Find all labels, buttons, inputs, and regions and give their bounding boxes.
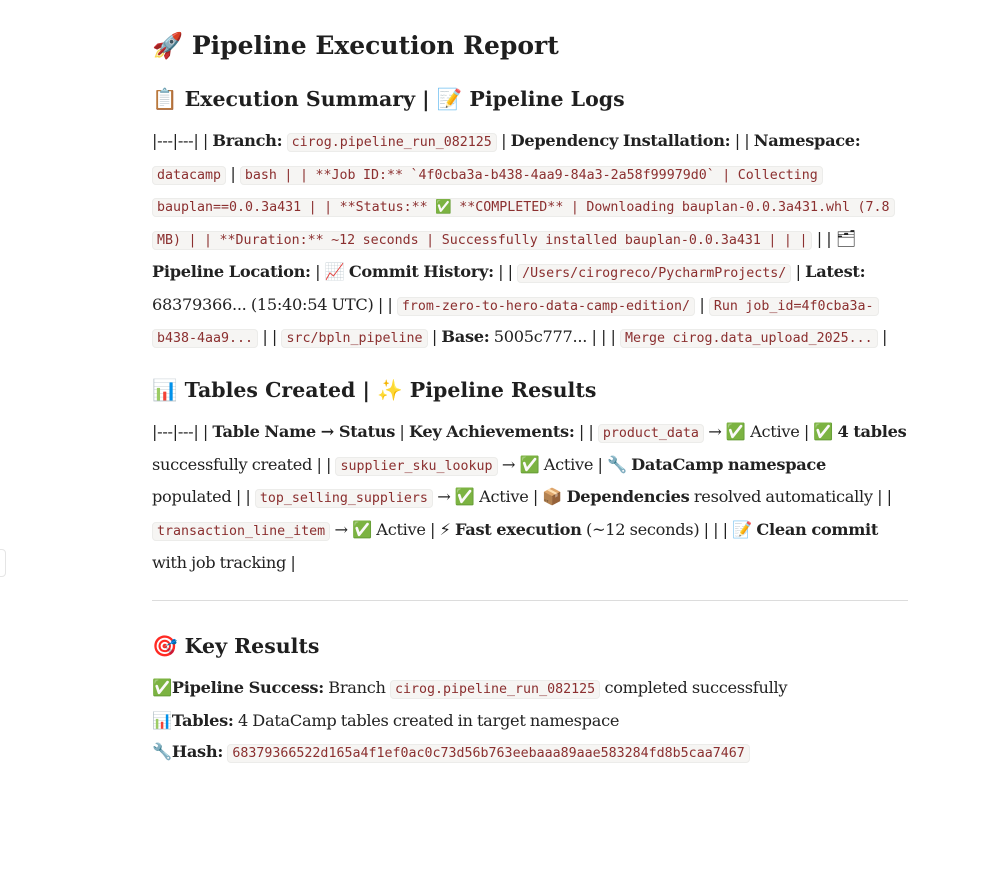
text: resolved automatically | | (689, 487, 892, 507)
execution-summary-heading (152, 84, 908, 114)
check-icon: ✅ (519, 454, 540, 474)
pipeline-success-label: Pipeline Success: (171, 678, 324, 698)
text: | (226, 163, 240, 183)
heading-text: Pipeline Results (409, 377, 597, 402)
pipeline-location-label: Pipeline Location: (152, 261, 311, 281)
dependency-label: Dependency Installation: (510, 131, 731, 150)
text: 4 DataCamp tables created in target namespace (233, 711, 620, 731)
dependencies-label: Dependencies (566, 487, 690, 507)
tables-count-label: 4 tables (837, 421, 907, 441)
heading-text: Tables Created | (184, 377, 370, 402)
page-title (152, 28, 908, 64)
wrench-icon: 🔧 (152, 741, 172, 761)
text: | (427, 327, 442, 347)
text: → (497, 454, 520, 474)
heading-text: Pipeline Logs (469, 87, 625, 111)
branch-code: cirog.pipeline_run_082125 (287, 133, 497, 152)
wrench-icon: 🔧 (606, 454, 627, 474)
text: | (695, 294, 709, 314)
check-icon: ✅ (152, 678, 172, 698)
text: | | (812, 229, 836, 249)
hash-label: Hash: (171, 741, 224, 761)
latest-label: Latest: (805, 261, 866, 281)
table-code: product_data (598, 424, 704, 443)
text: → (330, 520, 353, 540)
text: 68379366... (15:40:54 UTC) | | (152, 294, 397, 314)
text: successfully created | | (152, 454, 336, 474)
text: | | (493, 261, 518, 281)
base-label: Base: (441, 327, 490, 347)
heading-text: Key Results (184, 634, 320, 659)
side-panel-handle[interactable] (0, 549, 6, 577)
text: | (791, 261, 806, 281)
namespace-code: datacamp (152, 166, 226, 185)
lightning-icon: ⚡ (439, 520, 451, 540)
bar-chart-icon: 📊 (152, 711, 172, 731)
text: | | (258, 327, 282, 347)
table-name-label: Table Name → Status (212, 421, 396, 441)
namespace-label: Namespace: (753, 131, 861, 150)
hash-code: 68379366522d165a4f1ef0ac0c73d56b763eebaaa89aae583284fd8b5caa7467 (227, 744, 749, 763)
text: | | (730, 131, 754, 150)
memo-icon: 📝 (436, 87, 463, 111)
clipboard-icon: 📋 (152, 87, 178, 111)
merge-code: Merge cirog.data_upload_2025... (620, 329, 878, 348)
text: |---|---| | (152, 421, 213, 441)
text: 5005c777... | | | (489, 327, 620, 347)
project-code: from-zero-to-hero-data-camp-edition/ (397, 297, 695, 316)
path-code: /Users/cirogreco/PycharmProjects/ (517, 264, 791, 283)
tables-created-table (152, 417, 908, 579)
execution-summary-table (152, 126, 908, 355)
bar-chart-icon: 📊 (152, 377, 178, 402)
key-results-heading (152, 631, 908, 661)
package-icon: 📦 (542, 487, 563, 507)
check-icon: ✅ (454, 487, 475, 507)
install-log-code: bash | | **Job ID:** `4f0cba3a-b438-4aa9-84a3-2a58f99979d0` | Collecting bauplan==0.0.3a431 | | **Status:** ✅ **COMPLETED** | Downloading bauplan-0.0.3a431.whl (7.8 MB) | | **Duration:** ~12 seconds | Successfully installed bauplan-0.0.3a431 | | | (152, 166, 895, 250)
fast-execution-label: Fast execution (454, 520, 582, 540)
folder-icon: 🗂 (835, 229, 857, 249)
heading-text: Execution Summary | (184, 87, 430, 111)
key-achievements-label: Key Achievements: (408, 421, 575, 441)
check-icon: ✅ (352, 520, 372, 540)
branch-code: cirog.pipeline_run_082125 (390, 680, 600, 699)
text: | | (574, 421, 598, 441)
check-icon: ✅ (725, 421, 746, 441)
target-icon: 🎯 (152, 634, 178, 659)
table-code: supplier_sku_lookup (335, 457, 497, 476)
list-item (152, 737, 908, 770)
text: (~12 seconds) | | | (581, 520, 733, 540)
text: → (432, 487, 455, 507)
table-code: transaction_line_item (152, 522, 330, 541)
list-item (152, 706, 908, 737)
table-code: top_selling_suppliers (255, 489, 433, 508)
sparkles-icon: ✨ (377, 377, 403, 402)
check-icon: ✅ (813, 421, 834, 441)
memo-icon: 📝 (732, 520, 753, 540)
chart-up-icon: 📈 (324, 261, 345, 281)
commit-history-label: Commit History: (348, 261, 494, 281)
list-item (152, 673, 908, 706)
text: populated | | (152, 487, 255, 507)
branch-label: Branch: (212, 131, 283, 150)
namespace-achievement-label: DataCamp namespace (631, 454, 826, 474)
rocket-icon: 🚀 (152, 31, 184, 60)
run-job-code: Run job_id=4f0cba3a-b438-4aa9... (152, 297, 879, 349)
page-title-text: Pipeline Execution Report (191, 31, 559, 60)
text: | (395, 421, 409, 441)
text: Active | (371, 520, 440, 540)
text: Active | (745, 421, 814, 441)
text: → (703, 421, 726, 441)
text: | (496, 131, 511, 150)
text: Active | (539, 454, 607, 474)
clean-commit-label: Clean commit (756, 520, 879, 540)
key-results-list (152, 673, 908, 769)
text: |---|---| | (152, 131, 213, 150)
src-path-code: src/bpln_pipeline (281, 329, 427, 348)
tables-created-heading (152, 375, 908, 405)
tables-label: Tables: (171, 711, 234, 731)
text: with job tracking | (152, 552, 296, 572)
text: Active | (474, 487, 543, 507)
report-document (152, 28, 908, 770)
text: | (310, 261, 325, 281)
text: completed successfully (600, 678, 788, 698)
text: Branch (323, 678, 390, 698)
text: | (877, 327, 888, 347)
